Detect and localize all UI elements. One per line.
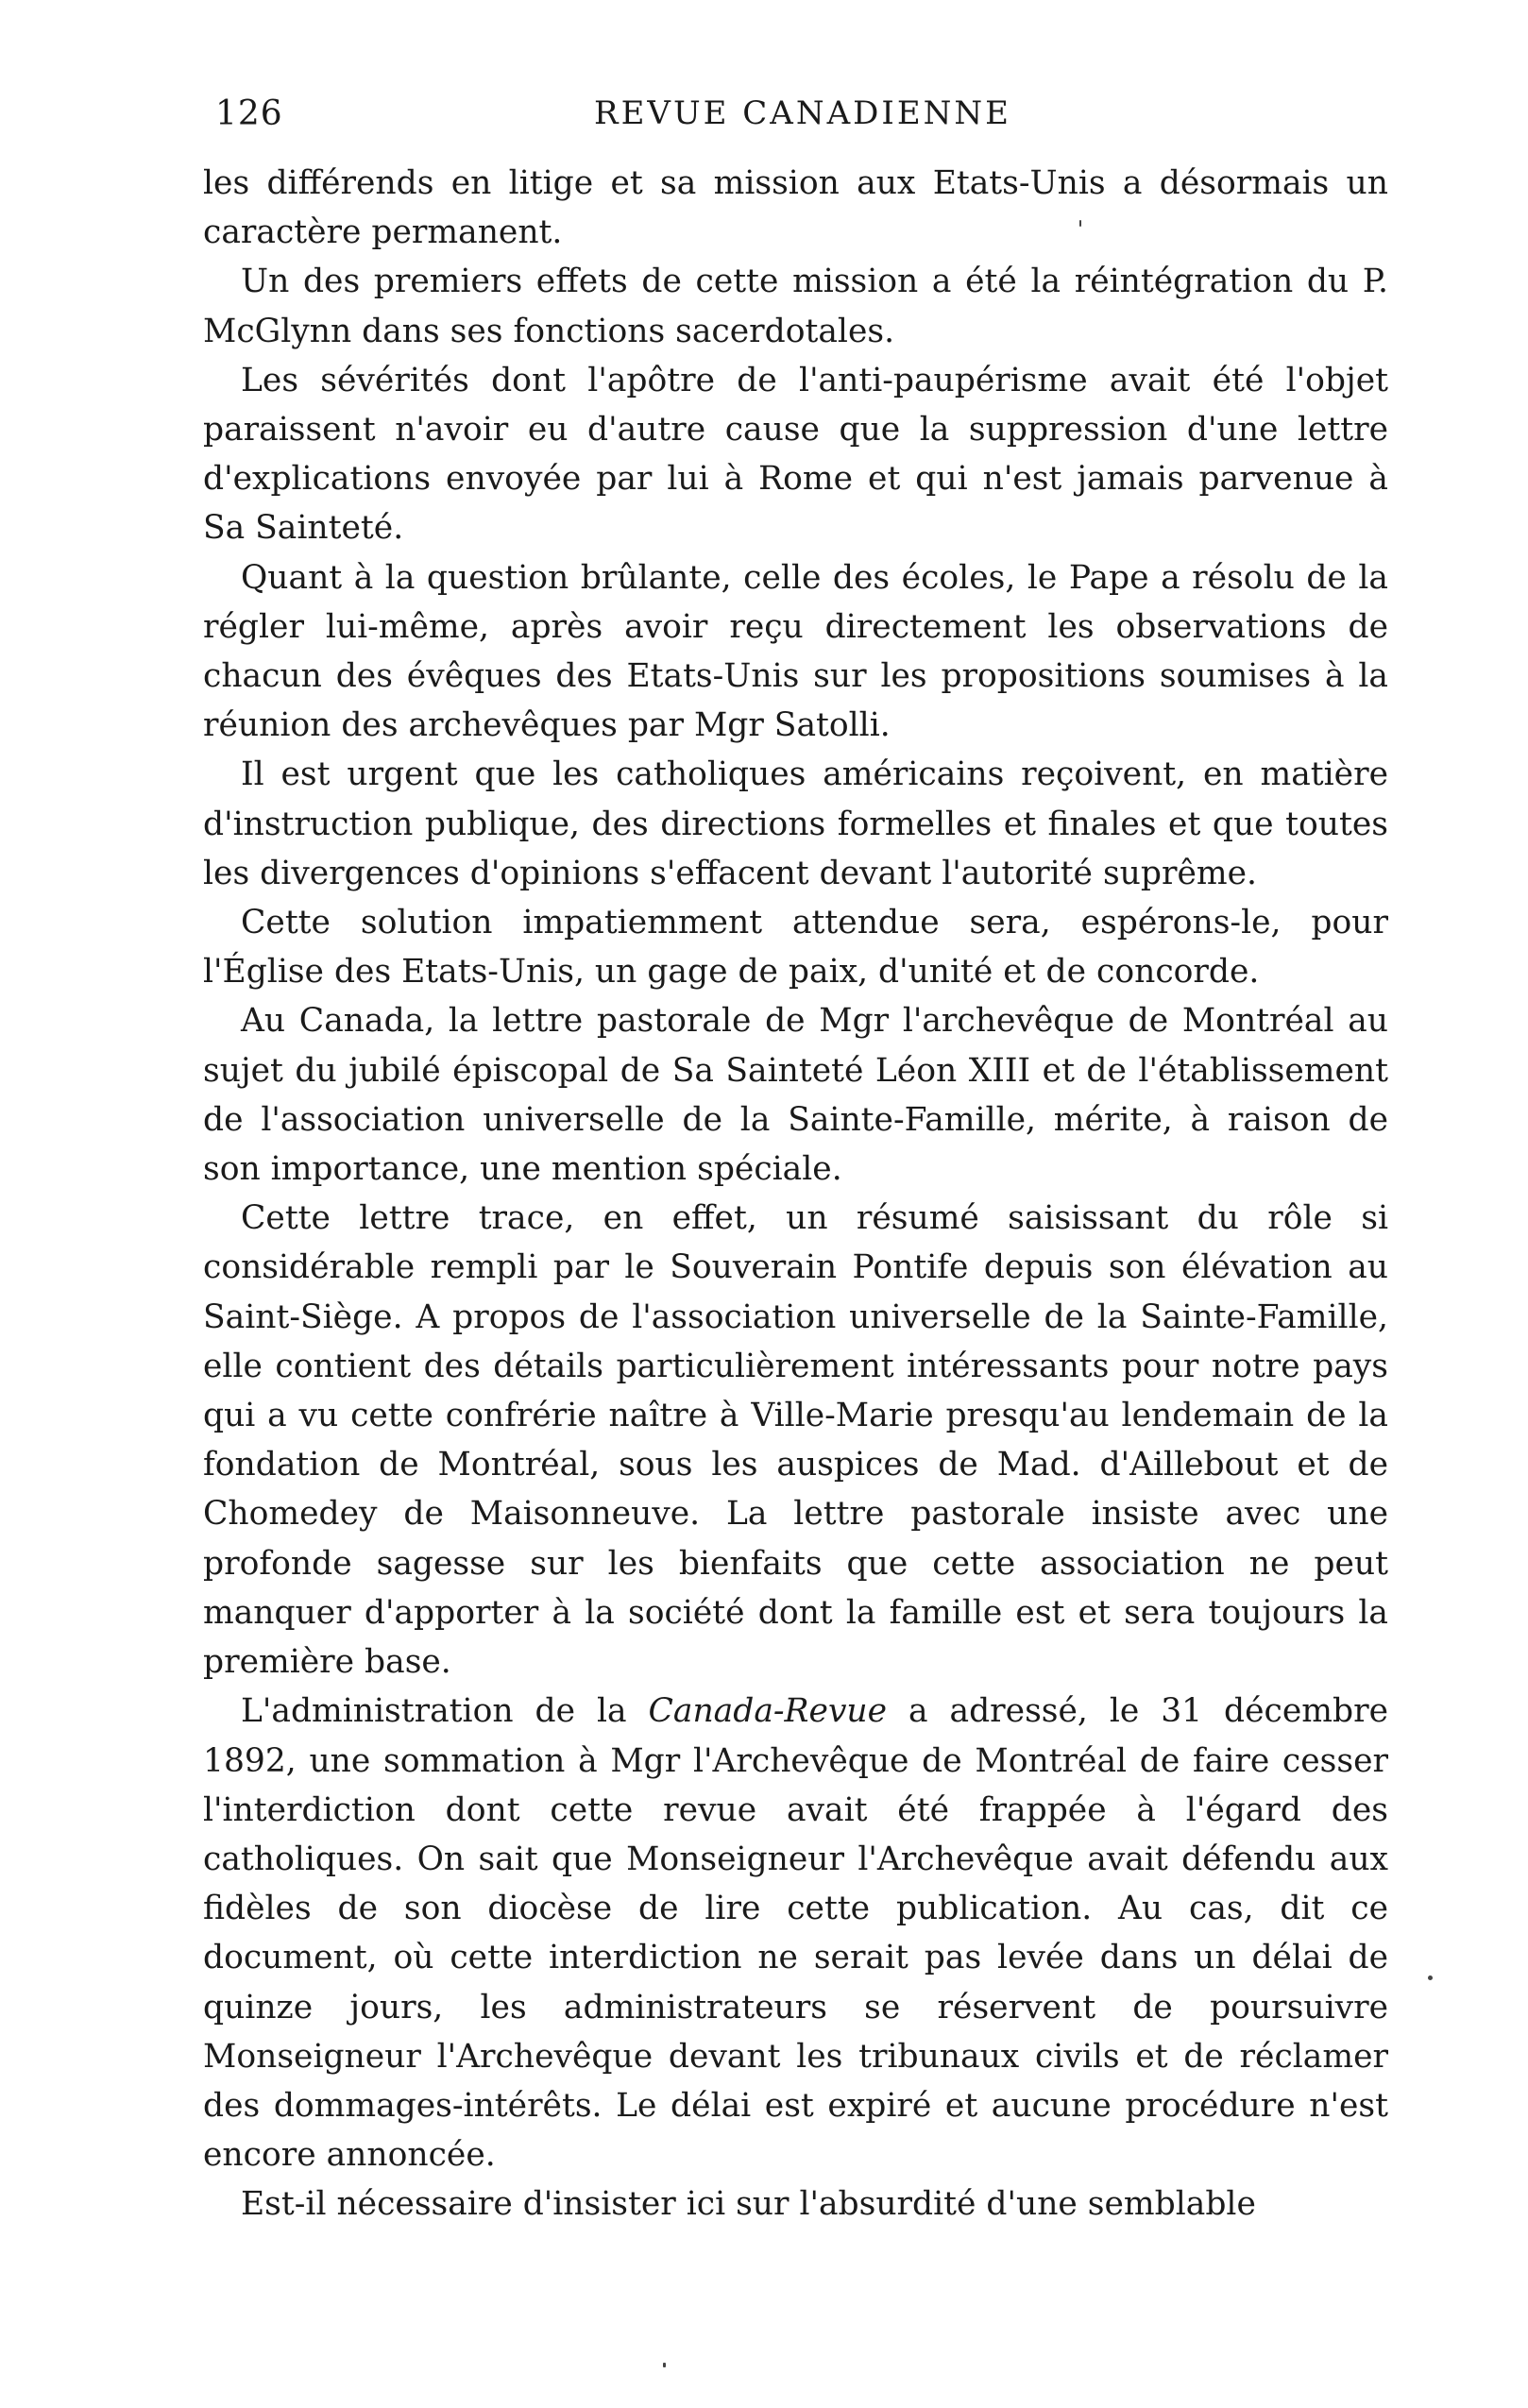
paragraph-4: Quant à la question brûlante, celle des écoles, le Pape a résolu de la régler lui-même, après avoir reçu directement les observations de chacun des évêques des Etats-Unis sur les propositions soumises à la réunion des archevêques par Mgr Satolli. xyxy=(203,558,1388,745)
body-text xyxy=(203,159,1388,2230)
paragraph-10: Est-il nécessaire d'insister ici sur l'absurdité d'une semblable xyxy=(241,2185,1256,2224)
paragraph-9-start: L'administration de la xyxy=(241,1692,649,1731)
ink-speck xyxy=(1428,1976,1433,1980)
ink-speck xyxy=(663,2363,666,2367)
paragraph-6: Cette solution impatiemment attendue sera, espérons-le, pour l'Église des Etats-Unis, un gage de paix, d'unité et de concorde. xyxy=(203,904,1388,992)
publication-title: Canada-Revue xyxy=(648,1692,888,1731)
page-header xyxy=(208,94,1398,151)
paragraph-8: Cette lettre trace, en effet, un résumé saisissant du rôle si considérable rempli par le Souverain Pontife depuis son élévation au Saint-Siège. A propos de l'association universelle de la Sainte-Famille, elle contient des détails particulièrement intéressants pour notre pays qui a vu cette confrérie naître à Ville-Marie presqu'au lendemain de la fondation de Montréal, sous les auspices de Mad. d'Aillebout et de Chomedey de Maisonneuve. La lettre pastorale insiste avec une profonde sagesse sur les bienfaits que cette association ne peut manquer d'apporter à la société dont la famille est et sera toujours la première base. xyxy=(203,1199,1388,1682)
paragraph-7: Au Canada, la lettre pastorale de Mgr l'archevêque de Montréal au sujet du jubilé épiscopal de Sa Sainteté Léon XIII et de l'établissement de l'association universelle de la Sainte-Famille, mérite, à raison de son importance, une mention spéciale. xyxy=(203,1002,1388,1189)
paragraph-2: Un des premiers effets de cette mission a été la réintégration du P. McGlynn dans ses fonctions sacerdotales. xyxy=(203,263,1388,350)
paragraph-3: Les sévérités dont l'apôtre de l'anti-paupérisme avait été l'objet paraissent n'avoir eu d'autre cause que la suppression d'une lettre d'explications envoyée par lui à Rome et qui n'est jamais parvenue à Sa Sainteté. xyxy=(203,361,1388,548)
paragraph-9-end: a adressé, le 31 décembre 1892, une sommation à Mgr l'Archevêque de Montréal de faire cesser l'interdiction dont cette revue avait été frappée à l'égard des catholiques. On sait que Monseigneur l'Archevêque avait défendu aux fidèles de son diocèse de lire cette publication. Au cas, dit ce document, où cette interdiction ne serait pas levée dans un délai de quinze jours, les administrateurs se réservent de poursuivre Monseigneur l'Archevêque devant les tribunaux civils et de réclamer des dommages-intérêts. Le délai est expiré et aucune procédure n'est encore annoncée. xyxy=(203,1692,1388,2175)
paragraph-5: Il est urgent que les catholiques américains reçoivent, en matière d'instruction publique, des directions formelles et finales et que toutes les divergences d'opinions s'effacent devant l'autorité suprême. xyxy=(203,755,1388,892)
ink-speck xyxy=(1079,220,1081,227)
page-number: 126 xyxy=(215,94,283,133)
running-title: REVUE CANADIENNE xyxy=(594,94,1011,132)
paragraph-9 xyxy=(203,1687,1388,2179)
paragraph-1: les différends en litige et sa mission aux Etats-Unis a désormais un caractère permanent. xyxy=(203,164,1388,252)
